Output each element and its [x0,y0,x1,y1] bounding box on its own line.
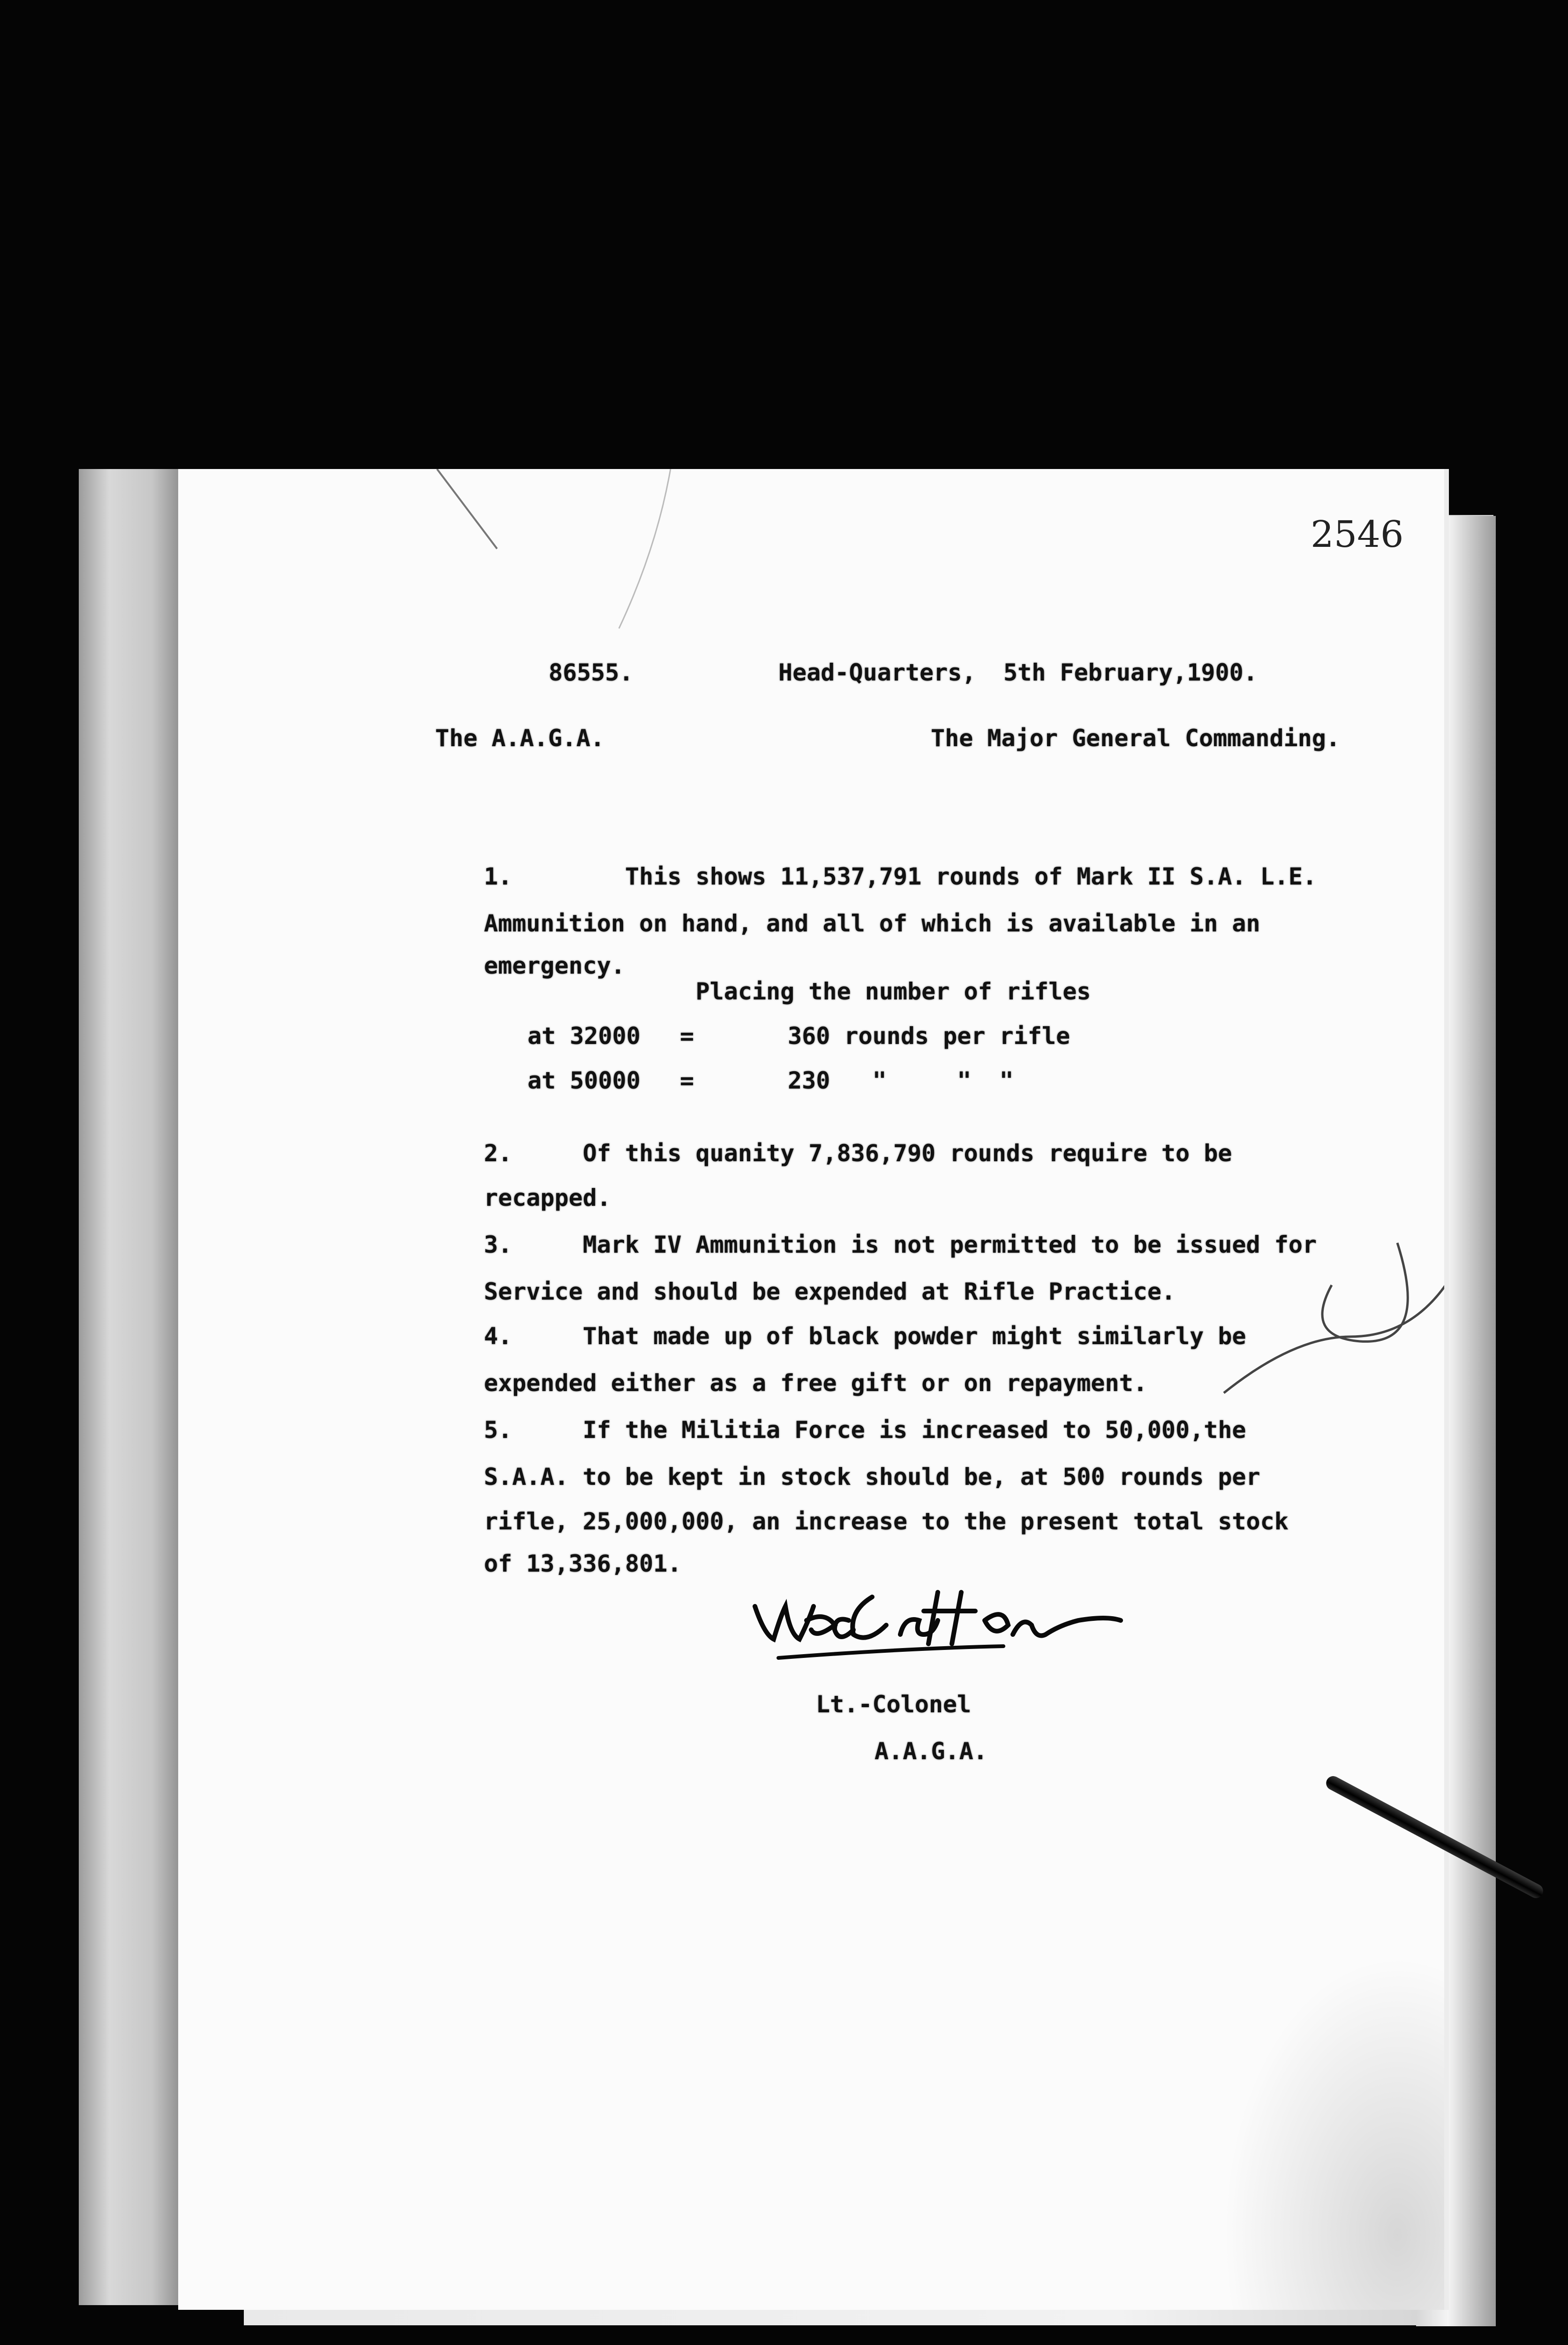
rounds-per-rifle-b: 230 " " " [788,1067,1014,1094]
memo-location: Head-Quarters, [778,659,976,686]
paragraph-line: of 13,336,801. [484,1550,682,1577]
paragraph-line: Placing the number of rifles [484,978,1091,1005]
rifles-count-a: at 32000 [528,1022,641,1050]
memo-to: The Major General Commanding. [931,725,1340,752]
paragraph-line: S.A.A. to be kept in stock should be, at 500 rounds per [484,1463,1260,1490]
handwritten-signature [750,1578,1125,1691]
signature-rank: Lt.-Colonel [816,1691,972,1718]
paragraph-line: expended either as a free gift or on repayment. [484,1369,1147,1397]
paragraph-line: 4. That made up of black powder might similarly be [484,1323,1246,1350]
paragraph-line: 5. If the Militia Force is increased to 50,000,the [484,1416,1246,1444]
paragraph-line: Ammunition on hand, and all of which is available in an [484,910,1260,937]
paragraph-line: 3. Mark IV Ammunition is not permitted to be issued for [484,1231,1317,1258]
paragraph-line: Service and should be expended at Rifle Practice. [484,1278,1176,1305]
paragraph-line: 2. Of this quanity 7,836,790 rounds require to be [484,1140,1232,1167]
paragraph-line: rifle, 25,000,000, an increase to the present total stock [484,1508,1289,1535]
paragraph-line: emergency. [484,952,626,979]
file-number: 86555. [549,659,633,686]
signature-title: A.A.G.A. [874,1738,988,1765]
rounds-per-rifle-a: 360 rounds per rifle [788,1022,1070,1050]
paragraph-line: recapped. [484,1184,611,1211]
memo-from: The A.A.G.A. [435,725,605,752]
equals-sign-a: = [680,1022,694,1050]
memo-date: 5th February,1900. [1003,659,1258,686]
folio-number: 2546 [1311,514,1404,556]
paragraph-line: 1. This shows 11,537,791 rounds of Mark II S.A. L.E. [484,863,1317,890]
rifles-count-b: at 50000 [528,1067,641,1094]
equals-sign-b: = [680,1067,694,1094]
